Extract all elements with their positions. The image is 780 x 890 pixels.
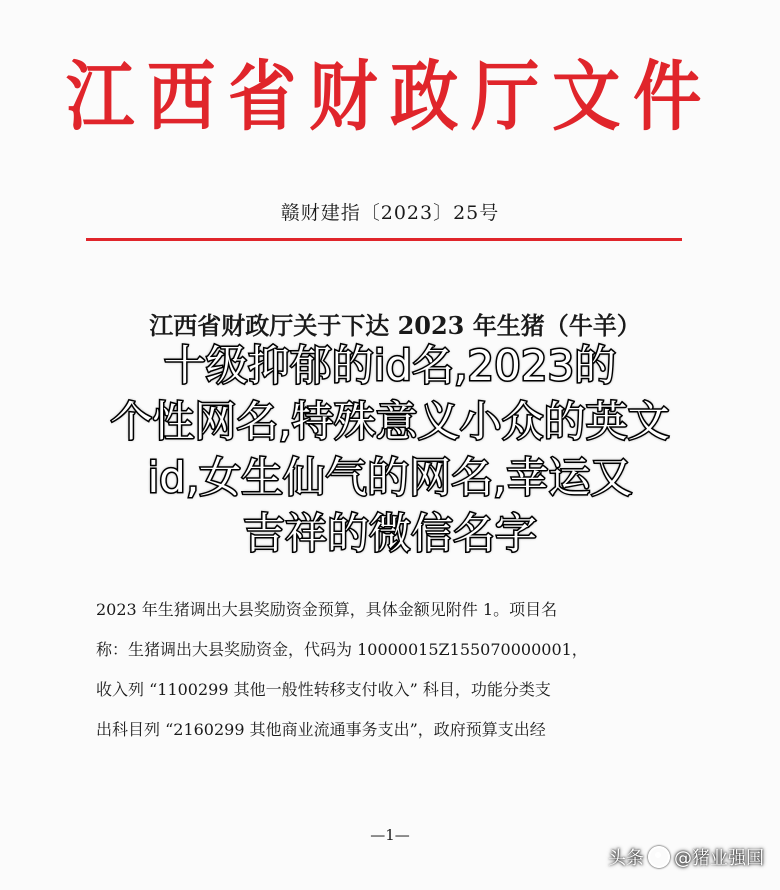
page-number: —1— <box>370 826 410 844</box>
overlay-line: 个性网名,特殊意义小众的英文 <box>110 397 670 446</box>
body-line: 出科目列 “2160299 其他商业流通事务支出”，政府预算支出经 <box>96 720 546 739</box>
document-number: 赣财建指〔2023〕25号 <box>280 202 500 224</box>
body-line: 收入列 “1100299 其他一般性转移支付收入” 科目，功能分类支 <box>96 680 551 699</box>
watermark-platform: 头条 <box>608 848 644 869</box>
body-line: 2023 年生猪调出大县奖励资金预算，具体金额见附件 1。项目名 <box>96 600 558 619</box>
document-title: 江西省财政厅关于下达 2023 年生猪（牛羊） <box>149 311 641 340</box>
source-watermark <box>608 844 764 870</box>
overlay-line: 十级抑郁的id名,2023的 <box>163 341 617 390</box>
headline-overlay <box>10 338 770 562</box>
document-masthead: 江西省财政厅文件 <box>66 52 714 141</box>
overlay-line: id,女生仙气的网名,幸运又 <box>147 453 633 502</box>
red-divider <box>86 238 682 241</box>
body-line: 称：生猪调出大县奖励资金，代码为 10000015Z155070000001， <box>96 640 588 659</box>
overlay-line: 吉祥的微信名字 <box>242 509 537 558</box>
account-logo-icon <box>648 846 670 868</box>
watermark-account: @猪业强国 <box>674 848 764 869</box>
